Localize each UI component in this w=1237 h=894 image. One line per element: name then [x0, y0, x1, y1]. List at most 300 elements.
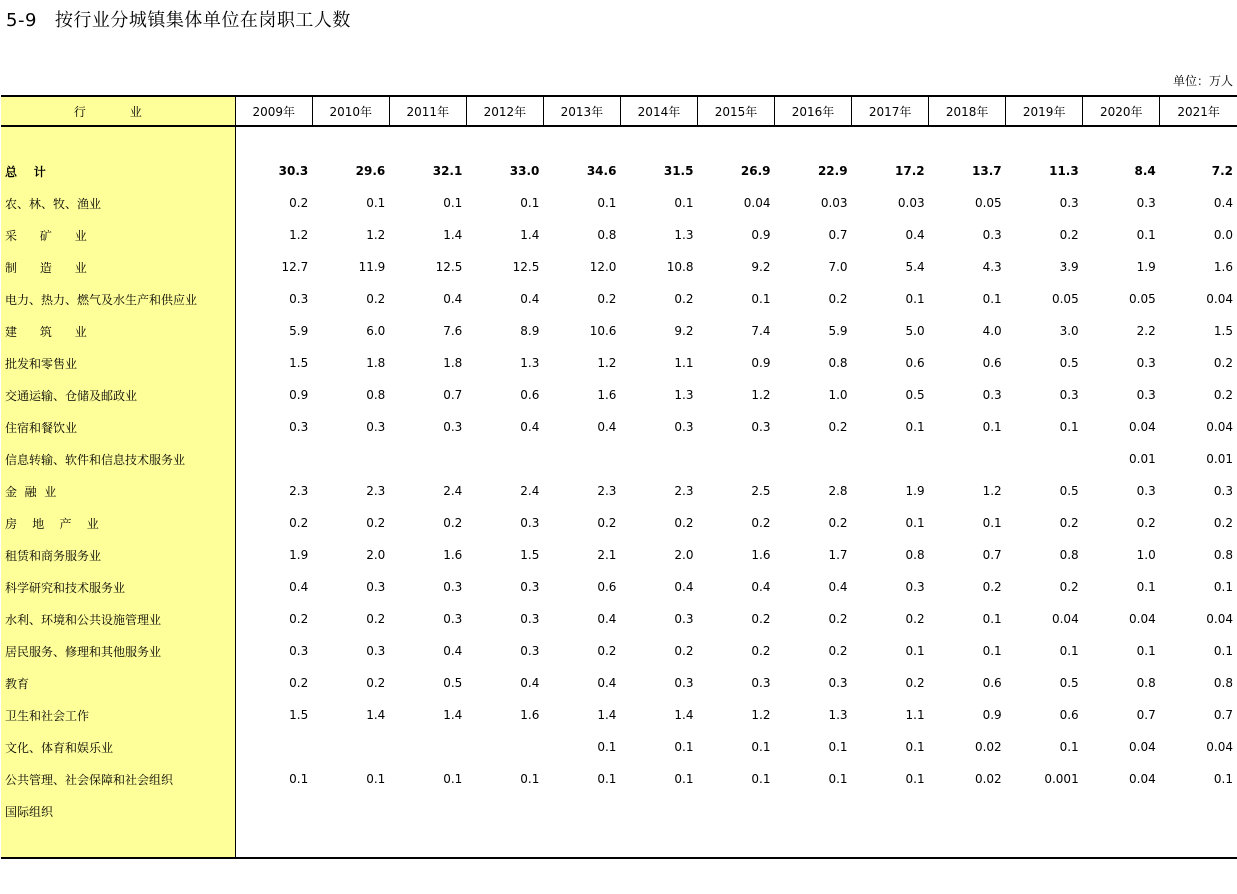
value-cell — [1006, 443, 1083, 475]
value-cell — [466, 731, 543, 763]
industry-label: 教育 — [1, 667, 235, 699]
value-cell: 0.1 — [905, 420, 925, 434]
value-cell: 1.8 — [443, 356, 463, 370]
value-cell: 0.4 — [597, 612, 617, 626]
value-cell — [697, 443, 774, 475]
value-cell: 0.8 — [1213, 676, 1233, 690]
year-column-header: 2016年 — [775, 96, 852, 126]
value-cell: 1.5 — [289, 356, 309, 370]
table-row — [1, 251, 1237, 283]
value-cell: 1.3 — [674, 388, 694, 402]
value-cell: 0.2 — [289, 196, 309, 210]
value-cell: 11.9 — [358, 260, 386, 274]
value-cell: 0.5 — [1059, 676, 1079, 690]
table-row — [1, 763, 1237, 795]
value-cell: 1.0 — [828, 388, 848, 402]
value-cell — [852, 795, 929, 827]
spacer-cell — [1160, 126, 1237, 155]
value-cell: 0.3 — [289, 644, 309, 658]
table-body — [1, 126, 1237, 858]
value-cell: 0.3 — [982, 388, 1002, 402]
table-row — [1, 219, 1237, 251]
value-cell: 0.2 — [289, 612, 309, 626]
value-cell: 0.2 — [366, 292, 386, 306]
year-column-header: 2019年 — [1006, 96, 1083, 126]
value-cell: 0.1 — [905, 644, 925, 658]
spacer-cell — [852, 827, 929, 858]
value-cell: 0.2 — [828, 292, 848, 306]
value-cell: 0.1 — [828, 740, 848, 754]
value-cell: 10.6 — [589, 324, 617, 338]
value-cell: 7.4 — [751, 324, 771, 338]
table-row — [1, 507, 1237, 539]
value-cell: 32.1 — [432, 164, 463, 178]
value-cell: 0.04 — [1206, 740, 1233, 754]
value-cell: 0.1 — [366, 772, 386, 786]
value-cell: 34.6 — [586, 164, 617, 178]
value-cell: 1.2 — [982, 484, 1002, 498]
spacer-cell — [929, 126, 1006, 155]
industry-label: 租赁和商务服务业 — [1, 539, 235, 571]
value-cell: 0.04 — [1206, 292, 1233, 306]
value-cell — [620, 443, 697, 475]
value-cell: 0.9 — [982, 708, 1002, 722]
value-cell: 0.2 — [1213, 356, 1233, 370]
value-cell: 0.4 — [520, 676, 540, 690]
employment-table — [1, 95, 1237, 859]
spacer-cell — [389, 827, 466, 858]
spacer-cell — [1083, 827, 1160, 858]
value-cell: 0.2 — [1059, 580, 1079, 594]
value-cell — [312, 731, 389, 763]
value-cell — [620, 795, 697, 827]
value-cell: 0.1 — [1059, 420, 1079, 434]
value-cell: 0.2 — [597, 644, 617, 658]
value-cell: 1.6 — [751, 548, 771, 562]
value-cell: 0.3 — [1059, 388, 1079, 402]
value-cell: 1.9 — [905, 484, 925, 498]
value-cell: 1.3 — [520, 356, 540, 370]
value-cell: 0.02 — [974, 772, 1002, 786]
spacer-cell — [1006, 126, 1083, 155]
spacer-cell — [312, 827, 389, 858]
year-column-header: 2020年 — [1083, 96, 1160, 126]
value-cell: 0.0 — [1213, 228, 1233, 242]
value-cell: 10.8 — [666, 260, 694, 274]
value-cell: 1.2 — [289, 228, 309, 242]
value-cell — [235, 731, 312, 763]
value-cell — [389, 443, 466, 475]
industry-label: 电力、热力、燃气及水生产和供应业 — [1, 283, 235, 315]
value-cell: 0.1 — [905, 292, 925, 306]
spacer-cell — [466, 827, 543, 858]
value-cell: 0.04 — [1206, 420, 1233, 434]
year-column-header: 2014年 — [620, 96, 697, 126]
value-cell: 2.1 — [597, 548, 617, 562]
value-cell: 2.3 — [366, 484, 386, 498]
spacer-cell — [1006, 827, 1083, 858]
value-cell: 12.7 — [281, 260, 309, 274]
industry-label: 金 融 业 — [1, 475, 235, 507]
value-cell: 0.1 — [905, 516, 925, 530]
industry-label: 农、林、牧、渔业 — [1, 187, 235, 219]
value-cell: 0.04 — [1206, 612, 1233, 626]
value-cell: 0.1 — [674, 196, 694, 210]
value-cell: 0.4 — [597, 676, 617, 690]
value-cell: 0.3 — [520, 612, 540, 626]
value-cell: 0.6 — [905, 356, 925, 370]
value-cell: 0.8 — [1213, 548, 1233, 562]
value-cell: 0.04 — [1129, 420, 1156, 434]
value-cell — [543, 795, 620, 827]
value-cell: 22.9 — [817, 164, 848, 178]
value-cell: 0.3 — [1136, 484, 1156, 498]
table-row — [1, 283, 1237, 315]
value-cell: 1.4 — [674, 708, 694, 722]
value-cell: 0.03 — [897, 196, 925, 210]
value-cell — [235, 795, 312, 827]
value-cell: 0.1 — [674, 772, 694, 786]
value-cell: 0.2 — [1213, 388, 1233, 402]
value-cell: 0.3 — [674, 612, 694, 626]
industry-label: 住宿和餐饮业 — [1, 411, 235, 443]
table-row — [1, 795, 1237, 827]
value-cell: 0.2 — [674, 516, 694, 530]
value-cell: 0.2 — [1059, 228, 1079, 242]
value-cell: 0.1 — [366, 196, 386, 210]
value-cell — [389, 795, 466, 827]
year-column-header: 2010年 — [312, 96, 389, 126]
value-cell: 0.4 — [443, 644, 463, 658]
value-cell: 0.7 — [443, 388, 463, 402]
industry-label: 文化、体育和娱乐业 — [1, 731, 235, 763]
value-cell: 0.1 — [982, 420, 1002, 434]
value-cell: 0.4 — [597, 420, 617, 434]
value-cell: 0.5 — [1059, 484, 1079, 498]
value-cell: 1.6 — [1213, 260, 1233, 274]
value-cell: 0.7 — [982, 548, 1002, 562]
value-cell: 0.7 — [1213, 708, 1233, 722]
value-cell: 0.1 — [1136, 580, 1156, 594]
value-cell: 0.2 — [1136, 516, 1156, 530]
value-cell — [697, 795, 774, 827]
value-cell: 1.9 — [289, 548, 309, 562]
spacer-cell — [466, 126, 543, 155]
value-cell: 0.2 — [982, 580, 1002, 594]
value-cell: 31.5 — [663, 164, 694, 178]
value-cell: 2.2 — [1136, 324, 1156, 338]
value-cell: 29.6 — [355, 164, 386, 178]
value-cell: 2.4 — [520, 484, 540, 498]
value-cell: 0.1 — [751, 740, 771, 754]
value-cell: 2.3 — [597, 484, 617, 498]
table-row — [1, 155, 1237, 187]
spacer-cell — [1, 126, 235, 155]
value-cell — [1006, 795, 1083, 827]
value-cell: 0.4 — [1213, 196, 1233, 210]
value-cell: 0.1 — [1136, 644, 1156, 658]
value-cell: 0.3 — [443, 612, 463, 626]
value-cell: 0.1 — [289, 772, 309, 786]
value-cell: 0.05 — [1129, 292, 1156, 306]
value-cell: 0.8 — [905, 548, 925, 562]
value-cell: 6.0 — [366, 324, 386, 338]
value-cell: 0.1 — [520, 196, 540, 210]
industry-column-header: 行 业 — [1, 96, 235, 126]
value-cell: 1.2 — [751, 388, 771, 402]
value-cell: 3.0 — [1059, 324, 1079, 338]
value-cell: 0.2 — [751, 612, 771, 626]
value-cell: 0.4 — [828, 580, 848, 594]
value-cell: 0.3 — [828, 676, 848, 690]
value-cell: 7.0 — [828, 260, 848, 274]
value-cell: 0.1 — [982, 612, 1002, 626]
spacer-cell — [1083, 126, 1160, 155]
value-cell — [929, 795, 1006, 827]
value-cell: 0.8 — [1059, 548, 1079, 562]
table-row — [1, 603, 1237, 635]
value-cell: 0.2 — [828, 420, 848, 434]
value-cell: 0.3 — [443, 420, 463, 434]
value-cell: 0.2 — [828, 516, 848, 530]
value-cell: 9.2 — [751, 260, 771, 274]
table-row — [1, 347, 1237, 379]
value-cell: 0.001 — [1044, 772, 1079, 786]
value-cell: 5.0 — [905, 324, 925, 338]
value-cell: 0.04 — [1129, 740, 1156, 754]
value-cell: 2.3 — [674, 484, 694, 498]
value-cell: 0.04 — [1129, 772, 1156, 786]
value-cell: 1.2 — [597, 356, 617, 370]
value-cell: 0.2 — [597, 292, 617, 306]
value-cell: 0.3 — [366, 580, 386, 594]
value-cell: 0.2 — [751, 516, 771, 530]
value-cell: 0.03 — [820, 196, 848, 210]
value-cell: 0.04 — [1129, 612, 1156, 626]
value-cell: 17.2 — [895, 164, 925, 178]
value-cell — [543, 443, 620, 475]
value-cell — [1160, 795, 1237, 827]
table-row — [1, 571, 1237, 603]
value-cell: 1.2 — [366, 228, 386, 242]
value-cell: 0.1 — [982, 516, 1002, 530]
year-column-header: 2011年 — [389, 96, 466, 126]
value-cell: 0.3 — [289, 292, 309, 306]
value-cell: 11.3 — [1049, 164, 1079, 178]
value-cell: 2.3 — [289, 484, 309, 498]
value-cell: 0.2 — [828, 612, 848, 626]
value-cell: 1.2 — [751, 708, 771, 722]
value-cell: 0.6 — [982, 676, 1002, 690]
value-cell: 13.7 — [972, 164, 1002, 178]
value-cell: 0.6 — [597, 580, 617, 594]
spacer-cell — [620, 126, 697, 155]
value-cell: 3.9 — [1059, 260, 1079, 274]
value-cell: 1.4 — [520, 228, 540, 242]
year-column-header: 2015年 — [697, 96, 774, 126]
industry-label: 交通运输、仓储及邮政业 — [1, 379, 235, 411]
value-cell: 0.2 — [905, 676, 925, 690]
value-cell: 0.1 — [905, 740, 925, 754]
value-cell: 12.0 — [589, 260, 617, 274]
value-cell: 0.3 — [520, 644, 540, 658]
value-cell: 1.6 — [443, 548, 463, 562]
value-cell: 0.2 — [597, 516, 617, 530]
value-cell: 0.1 — [597, 772, 617, 786]
spacer-cell — [312, 126, 389, 155]
value-cell — [235, 443, 312, 475]
value-cell: 30.3 — [278, 164, 309, 178]
value-cell: 0.3 — [674, 676, 694, 690]
value-cell: 1.1 — [674, 356, 694, 370]
value-cell: 0.6 — [520, 388, 540, 402]
value-cell: 0.2 — [828, 644, 848, 658]
value-cell — [312, 443, 389, 475]
value-cell: 0.02 — [974, 740, 1002, 754]
value-cell: 8.9 — [520, 324, 540, 338]
value-cell — [775, 795, 852, 827]
value-cell: 0.05 — [974, 196, 1002, 210]
table-row — [1, 443, 1237, 475]
value-cell: 1.3 — [828, 708, 848, 722]
value-cell: 0.4 — [289, 580, 309, 594]
value-cell: 1.5 — [289, 708, 309, 722]
value-cell: 0.2 — [289, 516, 309, 530]
value-cell: 8.4 — [1134, 164, 1156, 178]
value-cell: 0.1 — [674, 740, 694, 754]
table-row — [1, 187, 1237, 219]
year-column-header: 2012年 — [466, 96, 543, 126]
value-cell: 0.1 — [520, 772, 540, 786]
value-cell: 0.1 — [751, 292, 771, 306]
spacer-cell — [1, 827, 235, 858]
value-cell: 0.9 — [751, 356, 771, 370]
value-cell — [312, 795, 389, 827]
table-row — [1, 379, 1237, 411]
value-cell: 0.6 — [1059, 708, 1079, 722]
value-cell: 0.3 — [1059, 196, 1079, 210]
value-cell — [929, 443, 1006, 475]
value-cell: 0.3 — [366, 420, 386, 434]
spacer-cell — [389, 126, 466, 155]
value-cell: 7.6 — [443, 324, 463, 338]
value-cell: 26.9 — [740, 164, 771, 178]
value-cell: 1.6 — [597, 388, 617, 402]
value-cell: 0.3 — [443, 580, 463, 594]
value-cell: 1.0 — [1136, 548, 1156, 562]
value-cell: 0.3 — [520, 580, 540, 594]
value-cell: 0.1 — [828, 772, 848, 786]
table-title — [6, 6, 351, 32]
value-cell: 9.2 — [674, 324, 694, 338]
value-cell: 0.1 — [1136, 228, 1156, 242]
spacer-cell — [697, 126, 774, 155]
industry-label: 房 地 产 业 — [1, 507, 235, 539]
value-cell: 0.1 — [982, 644, 1002, 658]
value-cell: 1.4 — [443, 228, 463, 242]
value-cell — [775, 443, 852, 475]
value-cell: 1.7 — [828, 548, 848, 562]
value-cell: 4.3 — [982, 260, 1002, 274]
value-cell: 0.2 — [674, 292, 694, 306]
value-cell: 0.2 — [366, 676, 386, 690]
value-cell: 1.4 — [443, 708, 463, 722]
value-cell: 0.1 — [1213, 772, 1233, 786]
value-cell: 0.05 — [1051, 292, 1079, 306]
value-cell: 0.8 — [828, 356, 848, 370]
year-column-header: 2013年 — [543, 96, 620, 126]
value-cell: 5.9 — [828, 324, 848, 338]
value-cell: 1.8 — [366, 356, 386, 370]
table-row — [1, 475, 1237, 507]
industry-label: 建 筑 业 — [1, 315, 235, 347]
value-cell: 2.0 — [674, 548, 694, 562]
table-row — [1, 315, 1237, 347]
table-row — [1, 539, 1237, 571]
value-cell: 4.0 — [982, 324, 1002, 338]
value-cell: 0.1 — [982, 292, 1002, 306]
spacer-cell — [929, 827, 1006, 858]
value-cell: 0.3 — [751, 420, 771, 434]
year-column-header: 2009年 — [235, 96, 312, 126]
spacer-row — [1, 827, 1237, 858]
industry-label: 制 造 业 — [1, 251, 235, 283]
table-title-text: 按行业分城镇集体单位在岗职工人数 — [54, 10, 351, 31]
unit-label: 单位：万人 — [1172, 74, 1233, 88]
value-cell: 0.1 — [905, 772, 925, 786]
value-cell: 0.01 — [1206, 452, 1233, 466]
value-cell: 0.1 — [443, 772, 463, 786]
value-cell: 0.3 — [674, 420, 694, 434]
spacer-cell — [235, 126, 312, 155]
value-cell: 0.5 — [905, 388, 925, 402]
value-cell — [466, 443, 543, 475]
value-cell: 0.04 — [1051, 612, 1079, 626]
table-row — [1, 699, 1237, 731]
year-column-header: 2021年 — [1160, 96, 1237, 126]
value-cell: 0.3 — [1136, 356, 1156, 370]
value-cell — [466, 795, 543, 827]
value-cell: 0.2 — [289, 676, 309, 690]
value-cell: 33.0 — [509, 164, 540, 178]
value-cell: 1.6 — [520, 708, 540, 722]
value-cell — [389, 731, 466, 763]
year-column-header: 2017年 — [852, 96, 929, 126]
value-cell: 0.1 — [1059, 644, 1079, 658]
value-cell: 0.1 — [597, 740, 617, 754]
spacer-cell — [1160, 827, 1237, 858]
value-cell: 0.04 — [743, 196, 771, 210]
value-cell: 1.1 — [905, 708, 925, 722]
value-cell: 0.1 — [1213, 580, 1233, 594]
value-cell: 0.6 — [982, 356, 1002, 370]
industry-label: 批发和零售业 — [1, 347, 235, 379]
value-cell: 2.8 — [828, 484, 848, 498]
value-cell: 0.1 — [443, 196, 463, 210]
value-cell: 1.4 — [366, 708, 386, 722]
value-cell: 0.3 — [1213, 484, 1233, 498]
value-cell: 0.3 — [1136, 196, 1156, 210]
industry-label: 采 矿 业 — [1, 219, 235, 251]
value-cell: 5.4 — [905, 260, 925, 274]
value-cell: 0.4 — [443, 292, 463, 306]
spacer-cell — [543, 126, 620, 155]
spacer-cell — [852, 126, 929, 155]
value-cell: 0.2 — [443, 516, 463, 530]
header-row — [1, 96, 1237, 126]
industry-label: 卫生和社会工作 — [1, 699, 235, 731]
value-cell: 0.5 — [1059, 356, 1079, 370]
